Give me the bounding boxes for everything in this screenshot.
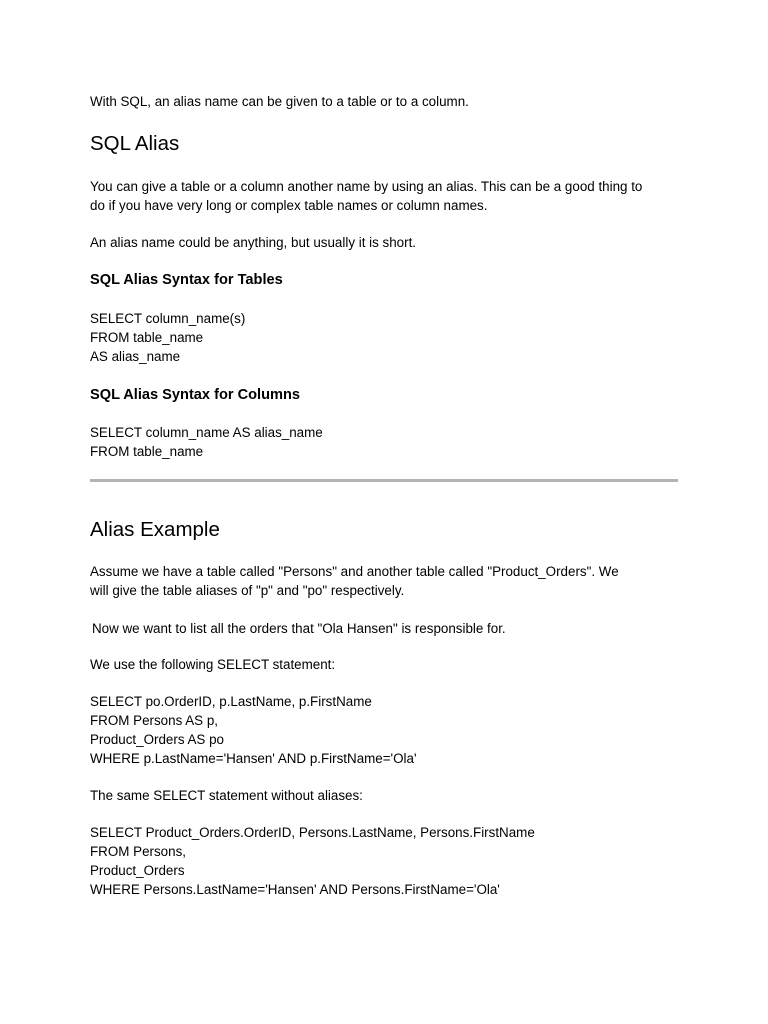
example-paragraph-4: The same SELECT statement without aliases:: [90, 788, 363, 803]
code-line: WHERE Persons.LastName='Hansen' AND Persons.FirstName='Ola': [90, 882, 500, 897]
code-line: SELECT column_name AS alias_name: [90, 425, 323, 440]
code-line: AS alias_name: [90, 349, 181, 364]
code-block-with-aliases: [90, 692, 417, 768]
subheading-syntax-columns: SQL Alias Syntax for Columns: [90, 387, 301, 403]
alias-paragraph-2: An alias name could be anything, but usually it is short.: [90, 235, 417, 250]
code-line: SELECT column_name(s): [90, 311, 246, 326]
code-line: FROM table_name: [90, 330, 204, 345]
alias-paragraph-1-line-1: You can give a table or a column another name by using an alias. This can be a good thing to: [90, 179, 643, 194]
section-title-sql-alias: SQL Alias: [90, 132, 180, 155]
code-block-tables-syntax: [90, 309, 245, 366]
section-title-alias-example: Alias Example: [90, 518, 220, 541]
code-line: FROM table_name: [90, 444, 204, 459]
code-line: Product_Orders AS po: [90, 732, 224, 747]
alias-paragraph-1-line-2: do if you have very long or complex table names or column names.: [90, 198, 488, 213]
horizontal-divider: [90, 479, 678, 482]
code-block-without-aliases: [90, 823, 535, 899]
code-line: Product_Orders: [90, 863, 185, 878]
example-paragraph-1-line-2: will give the table aliases of "p" and "po" respectively.: [90, 583, 405, 598]
code-line: SELECT po.OrderID, p.LastName, p.FirstName: [90, 694, 372, 709]
subheading-syntax-tables: SQL Alias Syntax for Tables: [90, 272, 283, 288]
example-paragraph-2: Now we want to list all the orders that "Ola Hansen" is responsible for.: [92, 621, 506, 636]
code-line: WHERE p.LastName='Hansen' AND p.FirstName='Ola': [90, 751, 417, 766]
code-block-columns-syntax: [90, 423, 323, 461]
code-line: SELECT Product_Orders.OrderID, Persons.LastName, Persons.FirstName: [90, 825, 535, 840]
code-line: FROM Persons,: [90, 844, 186, 859]
intro-text: With SQL, an alias name can be given to a table or to a column.: [90, 94, 469, 109]
code-line: FROM Persons AS p,: [90, 713, 218, 728]
example-paragraph-1-line-1: Assume we have a table called "Persons" and another table called "Product_Orders". We: [90, 564, 619, 579]
example-paragraph-3: We use the following SELECT statement:: [90, 657, 336, 672]
